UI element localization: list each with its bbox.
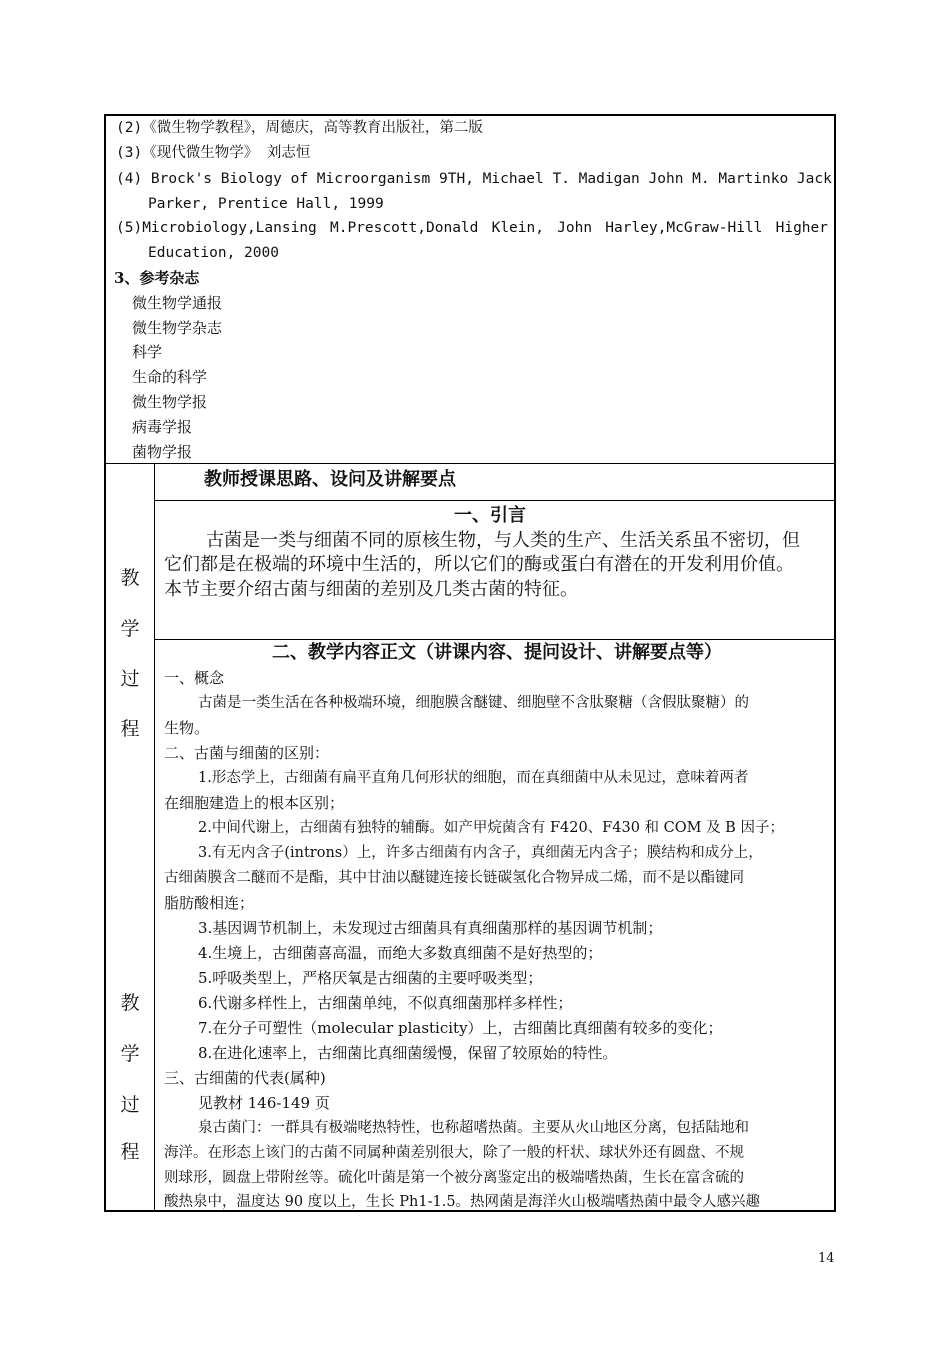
journal-item: 菌物学报 <box>132 443 193 461</box>
column-divider <box>154 464 155 1210</box>
ref-line: Parker, Prentice Hall, 1999 <box>148 196 384 212</box>
journal-item: 科学 <box>132 343 163 361</box>
intro-line: 古菌是一类与细菌不同的原核生物，与人类的生产、生活关系虽不密切，但 <box>206 530 800 551</box>
content-line: 4.生境上，古细菌喜高温，而绝大多数真细菌不是好热型的； <box>198 944 603 962</box>
side-label: 教 <box>120 567 140 589</box>
ref-line: (2)《微生物学教程》，周德庆，高等教育出版社，第二版 <box>116 120 483 136</box>
ref-line: (5)Microbiology,Lansing M.Prescott,Donald Klein, John Harley,McGraw-Hill Higher <box>116 220 828 236</box>
content-line: 5.呼吸类型上，严格厌氧是古细菌的主要呼吸类型； <box>198 969 543 987</box>
journals-heading: 3、参考杂志 <box>114 269 200 287</box>
content-line: 海洋。在形态上该门的古菌不同属种菌差别很大，除了一般的杆状、球状外还有圆盘、不规 <box>164 1145 744 1161</box>
intro-line: 它们都是在极端的环境中生活的，所以它们的酶或蛋白有潜在的开发利用价值。 <box>164 554 794 575</box>
side-label: 过 <box>120 1094 140 1116</box>
row-divider <box>155 500 834 501</box>
content-line: 古菌是一类生活在各种极端环境，细胞膜含醚键、细胞壁不含肽聚糖（含假肽聚糖）的 <box>198 695 749 711</box>
content-line: 7.在分子可塑性（molecular plasticity）上，古细菌比真细菌有较多的变化； <box>198 1019 723 1037</box>
content-line: 二、古菌与细菌的区别： <box>164 744 330 762</box>
content-line: 在细胞建造上的根本区别； <box>164 794 345 812</box>
content-line: 3.基因调节机制上，未发现过古细菌具有真细菌那样的基因调节机制； <box>198 919 663 937</box>
side-label: 过 <box>120 668 140 690</box>
side-label: 程 <box>120 1141 140 1163</box>
ref-line: Education, 2000 <box>148 245 279 261</box>
content-line: 古细菌膜含二醚而不是酯，其中甘油以醚键连接长链碳氢化合物异成二烯，而不是以酯键同 <box>164 870 744 886</box>
content-line: 脂肪酸相连； <box>164 894 255 912</box>
ref-line: (4) Brock's Biology of Microorganism 9TH, Michael T. Madigan John M. Martinko Jack <box>116 171 832 187</box>
journal-item: 微生物学杂志 <box>132 319 223 337</box>
content-line: 生物。 <box>164 719 210 737</box>
content-line: 则球形，圆盘上带附丝等。硫化叶菌是第一个被分离鉴定出的极端嗜热菌，生长在富含硫的 <box>164 1170 744 1186</box>
side-label: 学 <box>120 618 140 640</box>
content-line: 1.形态学上，古细菌有扁平直角几何形状的细胞，而在真细菌中从未见过，意味着两者 <box>198 770 749 786</box>
content-line: 一、概念 <box>164 669 225 687</box>
journal-item: 病毒学报 <box>132 418 193 436</box>
side-label: 程 <box>120 718 140 740</box>
journal-item: 微生物学通报 <box>132 294 223 312</box>
main-heading: 二、教学内容正文（讲课内容、提问设计、讲解要点等） <box>272 642 722 663</box>
intro-heading: 一、引言 <box>454 505 526 526</box>
content-line: 见教材 146-149 页 <box>198 1094 330 1112</box>
journal-item: 生命的科学 <box>132 368 208 386</box>
intro-line: 本节主要介绍古菌与细菌的差别及几类古菌的特征。 <box>164 579 578 600</box>
side-label: 教 <box>120 992 140 1014</box>
content-line: 三、古细菌的代表(属种) <box>164 1069 326 1087</box>
content-line: 8.在进化速率上，古细菌比真细菌缓慢，保留了较原始的特性。 <box>198 1044 618 1062</box>
teacher-heading: 教师授课思路、设问及讲解要点 <box>204 469 456 490</box>
page-number: 14 <box>818 1251 835 1266</box>
side-label: 学 <box>120 1043 140 1065</box>
content-line: 3.有无内含子(introns）上，许多古细菌有内含子，真细菌无内含子；膜结构和成分上， <box>198 845 763 861</box>
content-line: 6.代谢多样性上，古细菌单纯，不似真细菌那样多样性； <box>198 994 573 1012</box>
content-line: 泉古菌门：一群具有极端咾热特性，也称超嗜热菌。主要从火山地区分离，包括陆地和 <box>198 1120 749 1136</box>
ref-line: (3)《现代微生物学》 刘志恒 <box>116 145 311 161</box>
row-divider <box>106 463 834 464</box>
content-line: 酸热泉中，温度达 90 度以上，生长 Ph1-1.5。热网菌是海洋火山极端嗜热菌中最令人感兴趣 <box>164 1194 761 1210</box>
journal-item: 微生物学报 <box>132 393 208 411</box>
content-table <box>104 114 836 1212</box>
content-line: 2.中间代谢上，古细菌有独特的辅酶。如产甲烷菌含有 F420、F430 和 COM 及 B 因子； <box>198 820 784 836</box>
